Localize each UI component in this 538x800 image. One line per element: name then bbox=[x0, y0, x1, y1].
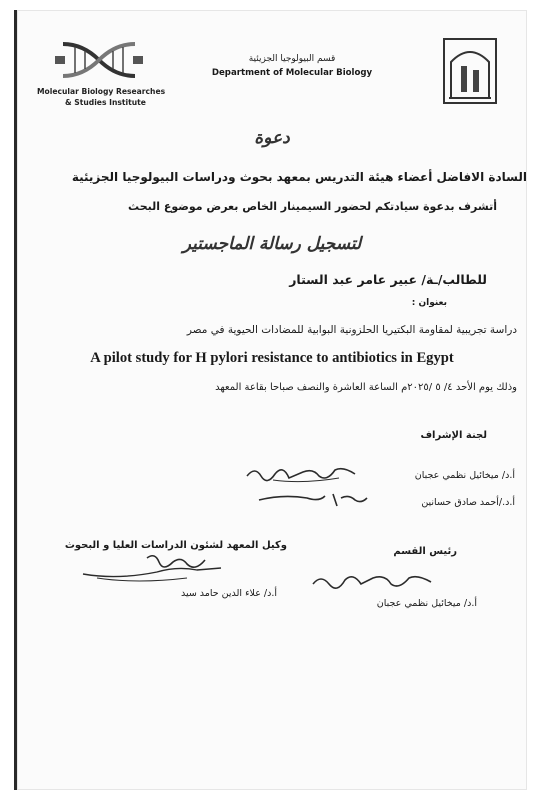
invitation-document bbox=[14, 10, 527, 790]
titled-label: بعنوان : bbox=[411, 298, 447, 308]
thesis-title-ar: دراسة تجريبية لمقاومة البكتيريا الحلزونية البوابية للمضادات الحيوية في مصر bbox=[186, 324, 517, 336]
vice-dean-name: أ.د/ علاء الدين حامد سيد bbox=[180, 588, 277, 599]
institute-name-line1: Molecular Biology Researches bbox=[37, 87, 166, 96]
committee-label: لجنة الإشراف bbox=[420, 430, 487, 441]
department-head-title: رئيس القسم bbox=[393, 546, 457, 557]
signature-department-head bbox=[307, 566, 437, 596]
university-logo bbox=[441, 36, 499, 106]
department-en: Department of Molecular Biology bbox=[211, 68, 373, 78]
institute-name bbox=[37, 86, 177, 108]
signature-member-2 bbox=[253, 484, 373, 514]
student-name: للطالب/ـة/ عبير عامر عبد الستار bbox=[289, 272, 487, 287]
thesis-title-en: A pilot study for H pylori resistance to antibiotics in Egypt bbox=[90, 350, 454, 366]
department-head-name: أ.د/ ميخائيل نظمي عجبان bbox=[376, 598, 477, 609]
committee-member-2: أ.د./أحمد صادق حسانين bbox=[421, 497, 515, 508]
seminar-date-line: وذلك يوم الأحد ٤/ ٥ /٢٠٢٥م الساعة العاشرة والنصف صباحا بقاعة المعهد bbox=[215, 382, 517, 393]
invitation-title: دعوة bbox=[254, 128, 290, 148]
department-ar: قسم البيولوجيا الجزيئية bbox=[248, 54, 336, 64]
vice-dean-title: وكيل المعهد لشئون الدراسات العليا و البحوث bbox=[64, 540, 287, 551]
committee-member-1: أ.د/ ميخائيل نظمي عجبان bbox=[414, 470, 515, 481]
signature-vice-dean bbox=[77, 550, 227, 586]
request-line: أتشرف بدعوة سيادتكم لحضور السيمينار الخاص بعرض موضوع البحث bbox=[128, 200, 497, 213]
seminar-subject: لتسجيل رسالة الماجستير bbox=[182, 234, 362, 254]
institute-logo bbox=[53, 38, 145, 82]
institute-name-line2: & Studies Institute bbox=[65, 98, 146, 107]
addressee-line: السادة الافاضل أعضاء هيئة التدريس بمعهد بحوث ودراسات البيولوجيا الجزيئية bbox=[71, 170, 527, 184]
